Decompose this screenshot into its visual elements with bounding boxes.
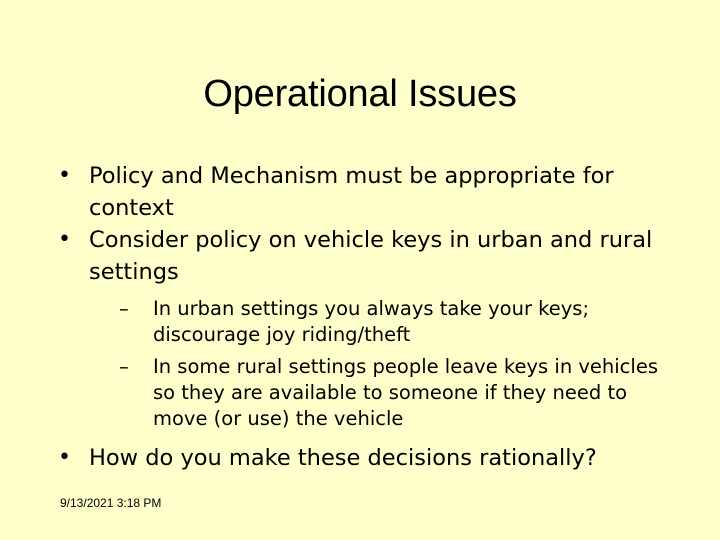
sub-bullet-text: In urban settings you always take your keys; discourage joy riding/theft <box>153 297 590 346</box>
dash-icon: – <box>119 297 129 320</box>
bullet-text: How do you make these decisions rationally? <box>89 445 597 471</box>
bullet-dot-icon: • <box>58 163 71 188</box>
bullet-item <box>56 160 686 224</box>
bullet-list <box>56 160 686 474</box>
bullet-item <box>56 224 686 432</box>
sub-bullet-item <box>119 354 686 432</box>
sub-bullet-text: In some rural settings people leave keys in vehicles so they are available to someone if they need to move (or use) the vehicle <box>153 355 658 430</box>
footer-timestamp: 9/13/2021 3:18 PM <box>60 496 162 510</box>
bullet-text: Policy and Mechanism must be appropriate for context <box>89 163 614 221</box>
sub-bullet-list <box>89 296 686 432</box>
bullet-text: Consider policy on vehicle keys in urban and rural settings <box>89 227 653 285</box>
bullet-item <box>56 442 686 474</box>
sub-bullet-item <box>119 296 686 348</box>
dash-icon: – <box>119 355 129 378</box>
slide-title: Operational Issues <box>203 73 517 115</box>
bullet-dot-icon: • <box>58 227 71 252</box>
bullet-dot-icon: • <box>58 445 71 470</box>
